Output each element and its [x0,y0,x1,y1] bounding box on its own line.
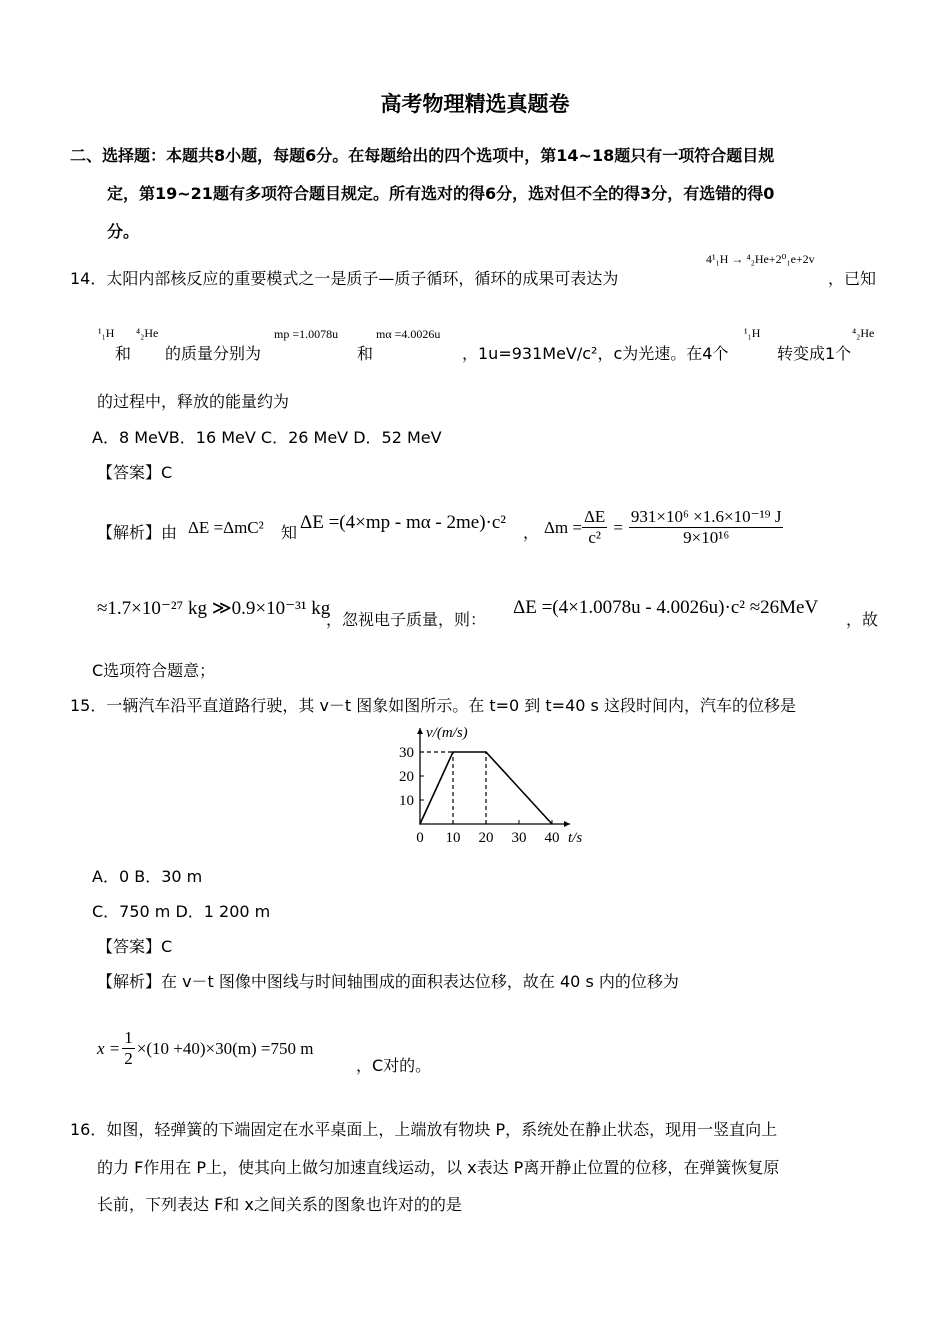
formula-emc2: ΔE =ΔmC² [188,518,264,537]
q14-stem-b: ，已知 [828,269,877,288]
delta-m-num: ΔE [584,507,606,526]
he-symbol: ⁴₂He [136,326,159,340]
delta-m-eq: = [613,517,623,537]
q15-answer: 【答案】C [97,937,173,956]
q16-line-1: 16．如图，轻弹簧的下端固定在水平桌面上，上端放有物块 P，系统处在静止状态，现用一竖直向上 [70,1120,778,1139]
formula-delta-m [544,507,783,548]
x-tick-label: 10 [445,830,461,844]
q14-gu: ，故 [846,610,879,629]
x-tick-label: 0 [416,830,424,844]
section-line-2: 定，第19~21题有多项符合题目规定。所有选对的得6分，选对但不全的得3分，有选错的得0 [107,184,775,203]
delta-m-den: c² [588,528,601,547]
series-point [485,751,487,753]
series-point [551,823,553,825]
q14-zhi: 知 [281,523,298,542]
x-axis-label: t/s [568,830,583,844]
q14-stem-e: 的过程中，释放的能量约为 [97,392,290,411]
q15-formula-rhs: ×(10 +40)×30(m) =750 m [136,1038,314,1058]
q15-formula [97,1028,313,1069]
formula-mass-compare: ≈1.7×10⁻²⁷ kg ≫0.9×10⁻³¹ kg [97,598,331,619]
series-point [452,751,454,753]
formula-energy-result: ΔE =(4×1.0078u - 4.0026u)·c² ≈26MeV [513,597,819,618]
q14-conclusion: C选项符合题意； [92,661,216,680]
q14-and: 和 [357,344,374,363]
q15-stem: 15．一辆汽车沿平直道路行驶，其 v－t 图象如图所示。在 t=0 到 t=40 s 这段时间内，汽车的位移是 [70,696,796,715]
delta-m-frac-2 [629,507,784,548]
page-title: 高考物理精选真题卷 [380,92,570,116]
q15-tail: ，C对的。 [356,1056,432,1075]
he-symbol-2: ⁴₂He [852,326,875,340]
q16-line-2: 的力 F作用在 P上，使其向上做匀加速直线运动，以 x表达 P离开静止位置的位移，在弹簧恢复原 [97,1158,780,1177]
h-symbol-2: ¹₁H [744,326,761,340]
vt-graph [388,722,608,844]
q14-reaction: 4¹₁H → ⁴₂He+2⁰₁e+2v [706,252,815,266]
q15-options-2: C．750 m D．1 200 m [92,902,271,921]
q14-mass-text: 的质量分别为 [165,344,262,363]
series-point [419,823,421,825]
section-line-1: 二、选择题：本题共8小题，每题6分。在每题给出的四个选项中，第14~18题只有一项符合题目规 [70,146,775,165]
q15-half-den: 2 [124,1049,133,1068]
formula-delta-e: ΔE =(4×mp - mα - 2me)·c² [300,512,506,533]
q14-stem-c: ，1u=931MeV/c²，c为光速。在4个 [462,344,729,363]
delta-m-frac [582,507,607,548]
delta-m-den-2: 9×10¹⁶ [683,528,730,547]
q14-he-and: 和 [115,344,132,363]
ma-value: mα =4.0026u [376,327,441,341]
q14-ignore: ，忽视电子质量，则： [326,610,487,629]
q14-stem-a: 14．太阳内部核反应的重要模式之一是质子—质子循环，循环的成果可表达为 [70,269,619,288]
q15-explain: 【解析】在 v－t 图像中图线与时间轴围成的面积表达位移，故在 40 s 内的位移为 [97,972,679,991]
q15-half [122,1028,135,1069]
y-tick-label: 30 [399,745,414,761]
x-axis-arrow [564,821,570,827]
mp-value: mp =1.0078u [274,327,339,341]
delta-m-num-2: 931×10⁶ ×1.6×10⁻¹⁹ J [630,507,782,526]
y-tick-label: 10 [399,793,414,809]
section-line-3: 分。 [107,222,140,241]
q15-half-num: 1 [124,1028,133,1047]
delta-m-lhs: Δm = [544,517,582,537]
y-tick-label: 20 [399,769,414,785]
q14-options: A．8 MeVB．16 MeV C．26 MeV D．52 MeV [92,428,442,447]
y-axis-arrow [417,728,423,734]
q14-answer: 【答案】C [97,463,173,482]
x-tick-label: 40 [544,830,560,844]
x-tick-label: 20 [478,830,494,844]
q14-stem-d: 转变成1个 [777,344,852,363]
y-axis-label: v/(m/s) [426,725,468,741]
q16-line-3: 长前，下列表达 F和 x之间关系的图象也许对的的是 [97,1195,462,1214]
q15-formula-lhs: x = [97,1038,121,1058]
q14-explain-label: 【解析】由 [97,523,178,542]
h-symbol: ¹₁H [98,326,115,340]
q14-comma: ， [523,523,540,542]
x-tick-label: 30 [511,830,527,844]
q15-options-1: A．0 B．30 m [92,867,203,886]
